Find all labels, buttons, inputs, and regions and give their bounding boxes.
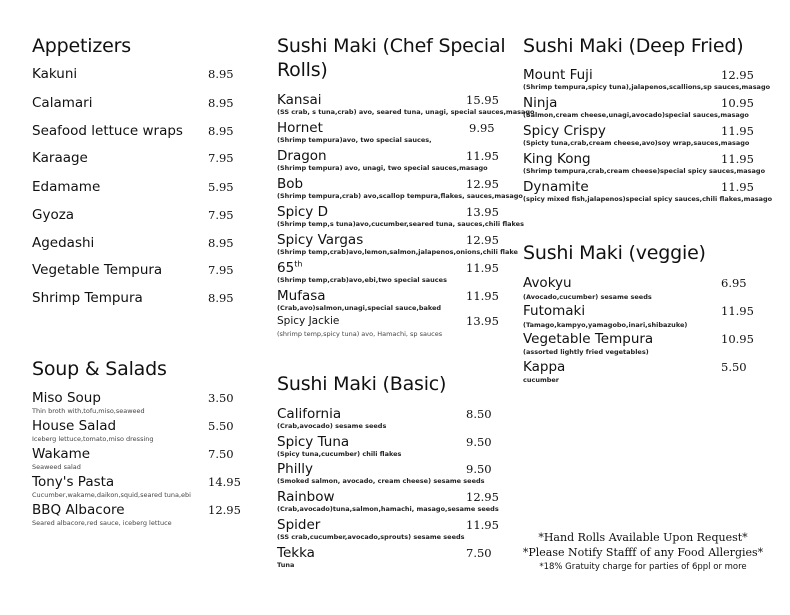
item-price: 15.95 bbox=[466, 93, 499, 107]
item-price: 7.95 bbox=[208, 263, 234, 277]
hand-rolls-note: *Hand Rolls Available Upon Request* bbox=[538, 531, 748, 544]
item-price: 8.95 bbox=[208, 291, 234, 305]
item-description: (Avocado,cucumber) sesame seeds bbox=[523, 293, 652, 301]
item-price: 13.95 bbox=[466, 205, 499, 219]
item-price: 6.95 bbox=[721, 276, 747, 290]
item-name: Mount Fuji bbox=[523, 67, 593, 83]
deep-fried-section bbox=[523, 34, 773, 58]
item-name: California bbox=[277, 406, 342, 422]
item-price: 13.95 bbox=[466, 314, 499, 328]
item-description: (Crab,avocado)tuna,salmon,hamachi, masago,sesame seeds bbox=[277, 505, 499, 513]
allergy-note: *Please Notify Stafff of any Food Allergies* bbox=[522, 546, 764, 559]
item-price: 11.95 bbox=[721, 124, 754, 138]
item-description: (SS crab, s tuna,crab) avo, seared tuna, unagi, special sauces,masago bbox=[277, 108, 535, 116]
item-price: 5.95 bbox=[208, 180, 234, 194]
section-title-line2: Rolls) bbox=[277, 59, 328, 81]
item-name: Spicy D bbox=[277, 204, 328, 220]
item-name: Wakame bbox=[32, 446, 91, 462]
item-name-number: 65 bbox=[277, 260, 295, 276]
item-name: Karaage bbox=[32, 150, 88, 166]
item-price: 5.50 bbox=[208, 419, 234, 433]
item-description: (SS crab,cucumber,avocado,sprouts) sesame seeds bbox=[277, 533, 465, 541]
item-price: 7.50 bbox=[208, 447, 234, 461]
item-price: 5.50 bbox=[721, 360, 747, 374]
item-name: Tekka bbox=[277, 545, 315, 561]
item-name: Rainbow bbox=[277, 489, 335, 505]
item-description: (Salmon,cream cheese,unagi,avocado)special sauces,masago bbox=[523, 111, 749, 119]
item-price: 11.95 bbox=[721, 152, 754, 166]
item-name bbox=[277, 260, 302, 276]
item-price: 12.95 bbox=[208, 503, 241, 517]
section-title: Soup & Salads bbox=[32, 358, 167, 380]
chef-special-section bbox=[277, 34, 507, 82]
item-price: 12.95 bbox=[721, 68, 754, 82]
item-price: 14.95 bbox=[208, 475, 241, 489]
item-price: 11.95 bbox=[466, 149, 499, 163]
item-price: 10.95 bbox=[721, 96, 754, 110]
item-description: (Crab,avocado) sesame seeds bbox=[277, 422, 387, 430]
item-price: 9.50 bbox=[466, 435, 492, 449]
item-name: Gyoza bbox=[32, 207, 75, 223]
item-name: Edamame bbox=[32, 179, 101, 195]
item-name: Dynamite bbox=[523, 179, 589, 195]
soups-section bbox=[32, 357, 242, 381]
section-title: Sushi Maki (Basic) bbox=[277, 373, 447, 395]
item-price: 8.95 bbox=[208, 236, 234, 250]
item-name: Kappa bbox=[523, 359, 566, 375]
item-name: Agedashi bbox=[32, 235, 95, 251]
item-name: Calamari bbox=[32, 95, 93, 111]
menu-notes bbox=[508, 530, 778, 574]
item-description: (Shrimp tempura)avo, two special sauces, bbox=[277, 136, 432, 144]
item-price: 8.95 bbox=[208, 67, 234, 81]
item-price: 7.95 bbox=[208, 208, 234, 222]
item-name: House Salad bbox=[32, 418, 117, 434]
item-name: Dragon bbox=[277, 148, 327, 164]
item-name: Seafood lettuce wraps bbox=[32, 123, 183, 139]
section-title: Appetizers bbox=[32, 35, 131, 57]
item-description: (Shrimp temp,crab)avo,lemon,salmon,jalapenos,onions,chili flake bbox=[277, 248, 518, 256]
basic-section bbox=[277, 372, 507, 396]
section-title: Sushi Maki (veggie) bbox=[523, 242, 706, 264]
item-description: Seared albacore,red sauce, iceberg lettuce bbox=[32, 519, 172, 527]
item-price: 12.95 bbox=[466, 490, 499, 504]
item-name: King Kong bbox=[523, 151, 591, 167]
item-price: 11.95 bbox=[466, 261, 499, 275]
item-name: Spicy Crispy bbox=[523, 123, 606, 139]
item-name: Vegetable Tempura bbox=[32, 262, 163, 278]
item-name: Ninja bbox=[523, 95, 558, 111]
item-name: Futomaki bbox=[523, 303, 586, 319]
item-name: Spider bbox=[277, 517, 321, 533]
item-name: BBQ Albacore bbox=[32, 502, 125, 518]
item-description: (Shrimp tempura,crab,cream cheese)special spicy sauces,masago bbox=[523, 167, 766, 175]
item-name: Spicy Jackie bbox=[277, 315, 340, 327]
item-description: (Shrimp temp,crab)avo,ebi,two special sauces bbox=[277, 276, 447, 284]
section-title-line1: Sushi Maki (Chef Special bbox=[277, 35, 506, 57]
item-description: Tuna bbox=[277, 561, 295, 569]
item-price: 7.95 bbox=[208, 151, 234, 165]
item-price: 8.50 bbox=[466, 407, 492, 421]
item-description: (Spicy tuna,cucumber) chili flakes bbox=[277, 450, 402, 458]
item-name: Spicy Vargas bbox=[277, 232, 364, 248]
item-name: Shrimp Tempura bbox=[32, 290, 143, 306]
item-name: Kansai bbox=[277, 92, 322, 108]
item-description: (Shrimp tempura) avo, unagi, two special sauces,masago bbox=[277, 164, 488, 172]
item-name: Philly bbox=[277, 461, 313, 477]
item-name: Kakuni bbox=[32, 66, 78, 82]
item-description: (Shrimp temp,s tuna)avo,cucumber,seared tuna, sauces,chili flakes bbox=[277, 220, 524, 228]
item-name: Miso Soup bbox=[32, 390, 101, 406]
item-description: (assorted lightly fried vegetables) bbox=[523, 348, 649, 356]
item-description: (Shrimp tempura,crab) avo,scallop tempura,flakes, sauces,masago bbox=[277, 192, 523, 200]
item-description: Seaweed salad bbox=[32, 463, 81, 471]
item-price: 10.95 bbox=[721, 332, 754, 346]
item-description: Cucumber,wakame,daikon,squid,seared tuna,ebi bbox=[32, 491, 191, 499]
item-price: 9.50 bbox=[466, 462, 492, 476]
item-description: (Smoked salmon, avocado, cream cheese) sesame seeds bbox=[277, 477, 485, 485]
item-price: 3.50 bbox=[208, 391, 234, 405]
item-description: Thin broth with,tofu,miso,seaweed bbox=[32, 407, 145, 415]
item-price: 7.50 bbox=[466, 546, 492, 560]
item-price: 12.95 bbox=[466, 233, 499, 247]
item-price: 8.95 bbox=[208, 124, 234, 138]
appetizers-section bbox=[32, 34, 242, 58]
item-description: (Shrimp tempura,spicy tuna),jalapenos,scallions,sp sauces,masago bbox=[523, 83, 771, 91]
item-name: Vegetable Tempura bbox=[523, 331, 654, 347]
item-name: Tony's Pasta bbox=[32, 474, 115, 490]
veggie-section bbox=[523, 241, 773, 265]
item-name-suffix: th bbox=[294, 259, 303, 269]
item-description: (Spicty tuna,crab,cream cheese,avo)soy wrap,sauces,masago bbox=[523, 139, 750, 147]
item-price: 9.95 bbox=[469, 121, 495, 135]
item-price: 8.95 bbox=[208, 96, 234, 110]
item-name: Avokyu bbox=[523, 275, 572, 291]
item-description: cucumber bbox=[523, 376, 560, 384]
item-price: 11.95 bbox=[466, 289, 499, 303]
item-price: 11.95 bbox=[721, 304, 754, 318]
item-name: Bob bbox=[277, 176, 304, 192]
item-description: (shrimp temp,spicy tuna) avo, Hamachi, sp sauces bbox=[277, 330, 443, 338]
item-description: (Tamago,kampyo,yamagobo,inari,shibazuke) bbox=[523, 321, 688, 329]
item-price: 12.95 bbox=[466, 177, 499, 191]
item-price: 11.95 bbox=[466, 518, 499, 532]
gratuity-note: *18% Gratuity charge for parties of 6ppl or more bbox=[539, 562, 747, 572]
section-title: Sushi Maki (Deep Fried) bbox=[523, 35, 744, 57]
item-name: Hornet bbox=[277, 120, 323, 136]
item-name: Spicy Tuna bbox=[277, 434, 350, 450]
item-price: 11.95 bbox=[721, 180, 754, 194]
item-name: Mufasa bbox=[277, 288, 326, 304]
item-description: Iceberg lettuce,tomato,miso dressing bbox=[32, 435, 154, 443]
item-description: (spicy mixed fish,jalapenos)special spicy sauces,chili flakes,masago bbox=[523, 195, 773, 203]
item-description: (Crab,avo)salmon,unagi,special sauce,baked bbox=[277, 304, 442, 312]
